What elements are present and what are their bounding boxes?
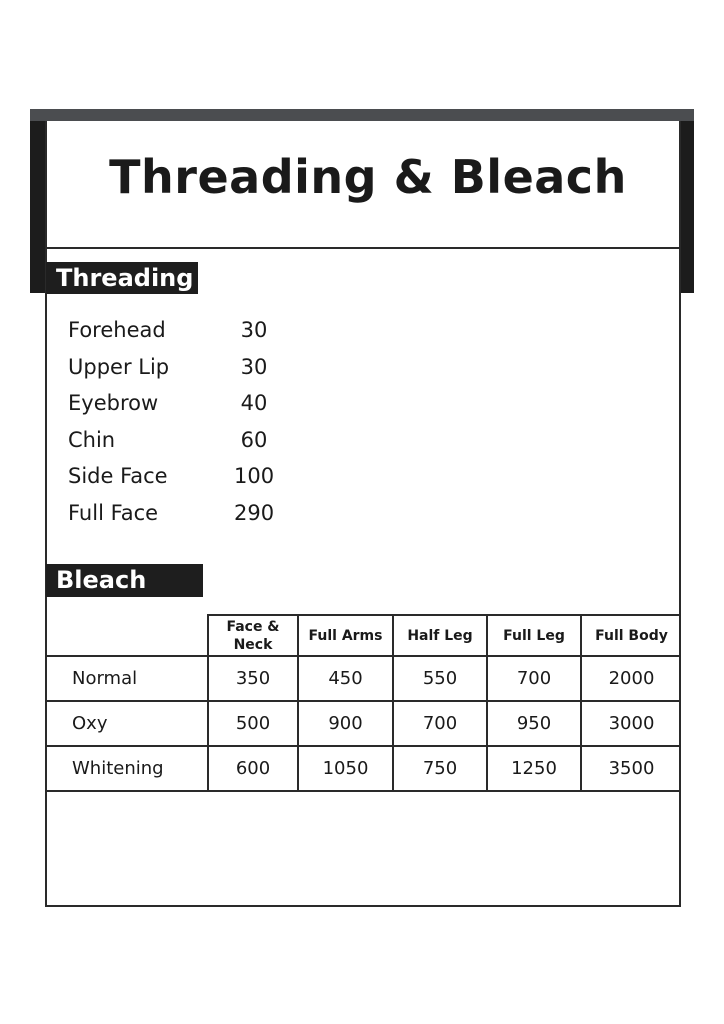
table-corner-cell — [46, 615, 208, 656]
threading-item-price: 30 — [240, 318, 268, 342]
table-cell: 900 — [298, 701, 393, 746]
top-bar — [30, 109, 694, 121]
row-label: Oxy — [46, 701, 208, 746]
table-row — [46, 746, 681, 791]
table-cell: 550 — [393, 656, 487, 701]
threading-item-price: 290 — [234, 500, 275, 525]
table-cell: 350 — [208, 656, 298, 701]
column-header: Half Leg — [393, 615, 487, 656]
page-title: Threading & Bleach — [109, 150, 627, 204]
threading-section-label: Threading — [46, 262, 198, 294]
table-cell: 600 — [208, 746, 298, 791]
threading-item-name: Upper Lip — [68, 354, 170, 379]
table-header-row — [46, 615, 681, 656]
threading-item-name: Chin — [68, 427, 116, 452]
threading-item-price: 40 — [240, 391, 268, 415]
table-cell: 3500 — [581, 746, 681, 791]
column-header: Full Arms — [298, 615, 393, 656]
threading-item-price: 100 — [234, 464, 275, 488]
right-side-bar — [681, 121, 694, 293]
bleach-price-table — [46, 614, 681, 792]
table-cell: 2000 — [581, 656, 681, 701]
threading-item-name: Eyebrow — [68, 391, 159, 415]
column-header: Face & Neck — [208, 615, 298, 656]
table-cell: 3000 — [581, 701, 681, 746]
column-header: Full Body — [581, 615, 681, 656]
table-cell: 450 — [298, 656, 393, 701]
table-cell: 500 — [208, 701, 298, 746]
threading-item-name: Full Face — [68, 500, 159, 525]
table-cell: 1050 — [298, 746, 393, 791]
table-cell: 700 — [393, 701, 487, 746]
threading-item-price: 60 — [240, 427, 268, 452]
table-cell: 950 — [487, 701, 581, 746]
bleach-section-label: Bleach — [46, 564, 203, 597]
threading-item-name: Forehead — [68, 318, 166, 342]
row-label: Whitening — [46, 746, 208, 791]
table-row — [46, 701, 681, 746]
table-row — [46, 656, 681, 701]
threading-item-name: Side Face — [68, 464, 168, 488]
row-label: Normal — [46, 656, 208, 701]
table-cell: 750 — [393, 746, 487, 791]
table-cell: 1250 — [487, 746, 581, 791]
left-side-bar — [30, 121, 46, 293]
threading-item-price: 30 — [240, 354, 268, 379]
title-divider — [46, 247, 681, 249]
column-header: Full Leg — [487, 615, 581, 656]
table-cell: 700 — [487, 656, 581, 701]
